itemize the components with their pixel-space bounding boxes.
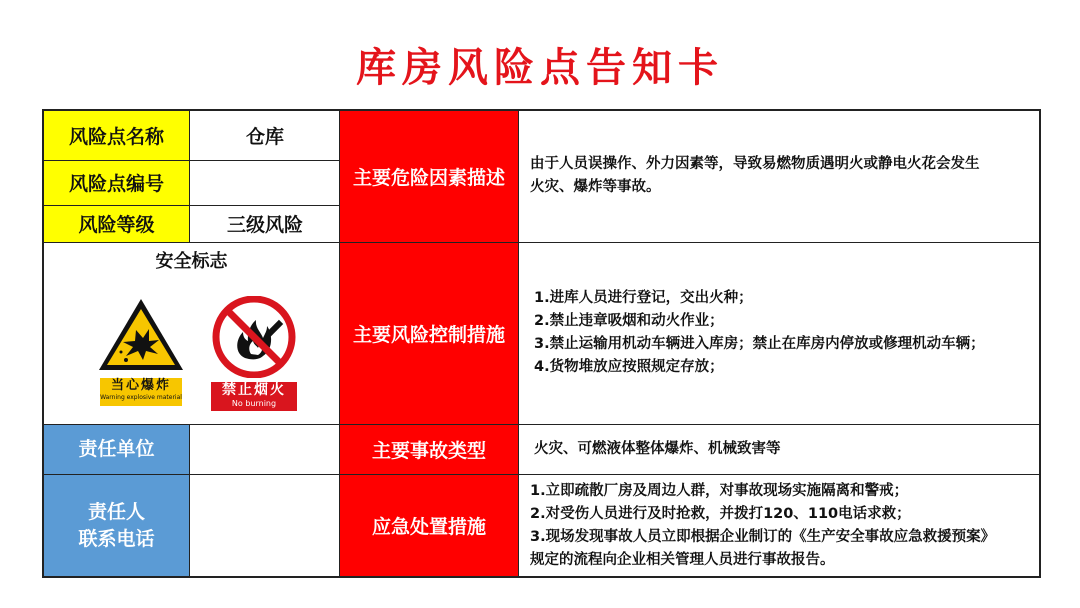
grid-col-1 <box>189 109 190 242</box>
accident-text <box>534 424 1034 474</box>
grid-row-3 <box>42 242 1040 243</box>
grid-col-1b <box>189 424 190 577</box>
risk-code-value <box>190 160 340 205</box>
explosion-warning-icon <box>96 296 186 374</box>
no-burning-sign <box>209 296 299 411</box>
control-label: 主要风险控制措施 <box>340 242 518 424</box>
hazard-text <box>530 110 1035 242</box>
explosion-sign-en: Warning explosive material <box>100 394 182 401</box>
accident-label: 主要事故类型 <box>340 424 518 474</box>
grid-row-5 <box>42 474 1040 475</box>
safety-signs-label: 安全标志 <box>155 251 228 272</box>
hazard-line: 由于人员误操作、外力因素等，导致易燃物质遇明火或静电火花会发生 <box>530 156 980 172</box>
hazard-label: 主要危险因素描述 <box>340 110 518 242</box>
risk-name-value: 仓库 <box>190 110 340 160</box>
risk-code-label: 风险点编号 <box>43 160 190 205</box>
grid-row-2 <box>42 205 340 206</box>
emergency-label: 应急处置措施 <box>340 474 518 577</box>
risk-level-value: 三级风险 <box>190 205 340 242</box>
emergency-line: 3.现场发现事故人员立即根据企业制订的《生产安全事故应急救援预案》 <box>530 528 996 545</box>
no-burning-sign-en: No burning <box>231 399 277 408</box>
no-burning-sign-text <box>211 382 297 411</box>
emergency-line: 1.立即疏散厂房及周边人群，对事故现场实施隔离和警戒； <box>530 482 909 499</box>
risk-name-label: 风险点名称 <box>43 110 190 160</box>
table-border-left <box>42 109 44 578</box>
accident-value: 火灾、可燃液体整体爆炸、机械致害等 <box>534 440 781 457</box>
emergency-text <box>530 474 1038 577</box>
responsible-unit-label: 责任单位 <box>43 424 190 474</box>
control-line: 3.禁止运输用机动车辆进入库房；禁止在库房内停放或修理机动车辆； <box>534 336 985 352</box>
explosion-warning-sign <box>96 296 186 408</box>
emergency-line: 2.对受伤人员进行及时抢救，并拨打120、110电话求救； <box>530 505 911 522</box>
grid-col-2 <box>339 109 340 578</box>
table-border-bottom <box>42 576 1041 578</box>
explosion-sign-text <box>100 378 182 406</box>
responsible-person-value <box>190 474 340 577</box>
control-line: 1.进库人员进行登记，交出火种； <box>534 290 753 306</box>
responsible-unit-value <box>190 424 340 474</box>
explosion-sign-cn: 当心爆炸 <box>110 378 171 393</box>
no-burning-sign-cn: 禁止烟火 <box>222 382 286 398</box>
control-text <box>534 242 1039 424</box>
table-border-right <box>1039 109 1041 578</box>
hazard-line: 火灾、爆炸等事故。 <box>530 179 661 195</box>
responsible-person-label-line: 责任人 <box>87 500 145 523</box>
no-burning-icon <box>209 296 299 378</box>
grid-row-1 <box>42 160 340 161</box>
control-line: 4.货物堆放应按照规定存放； <box>534 359 724 375</box>
grid-row-4 <box>42 424 1040 425</box>
responsible-person-label <box>43 474 190 577</box>
page-title: 库房风险点告知卡 <box>356 45 724 91</box>
control-line: 2.禁止违章吸烟和动火作业； <box>534 313 724 329</box>
contact-phone-label-line: 联系电话 <box>78 527 155 550</box>
grid-col-3 <box>518 109 519 578</box>
risk-level-label: 风险等级 <box>43 205 190 242</box>
table-border-top <box>42 109 1041 111</box>
emergency-line: 规定的流程向企业相关管理人员进行事故报告。 <box>530 551 835 568</box>
